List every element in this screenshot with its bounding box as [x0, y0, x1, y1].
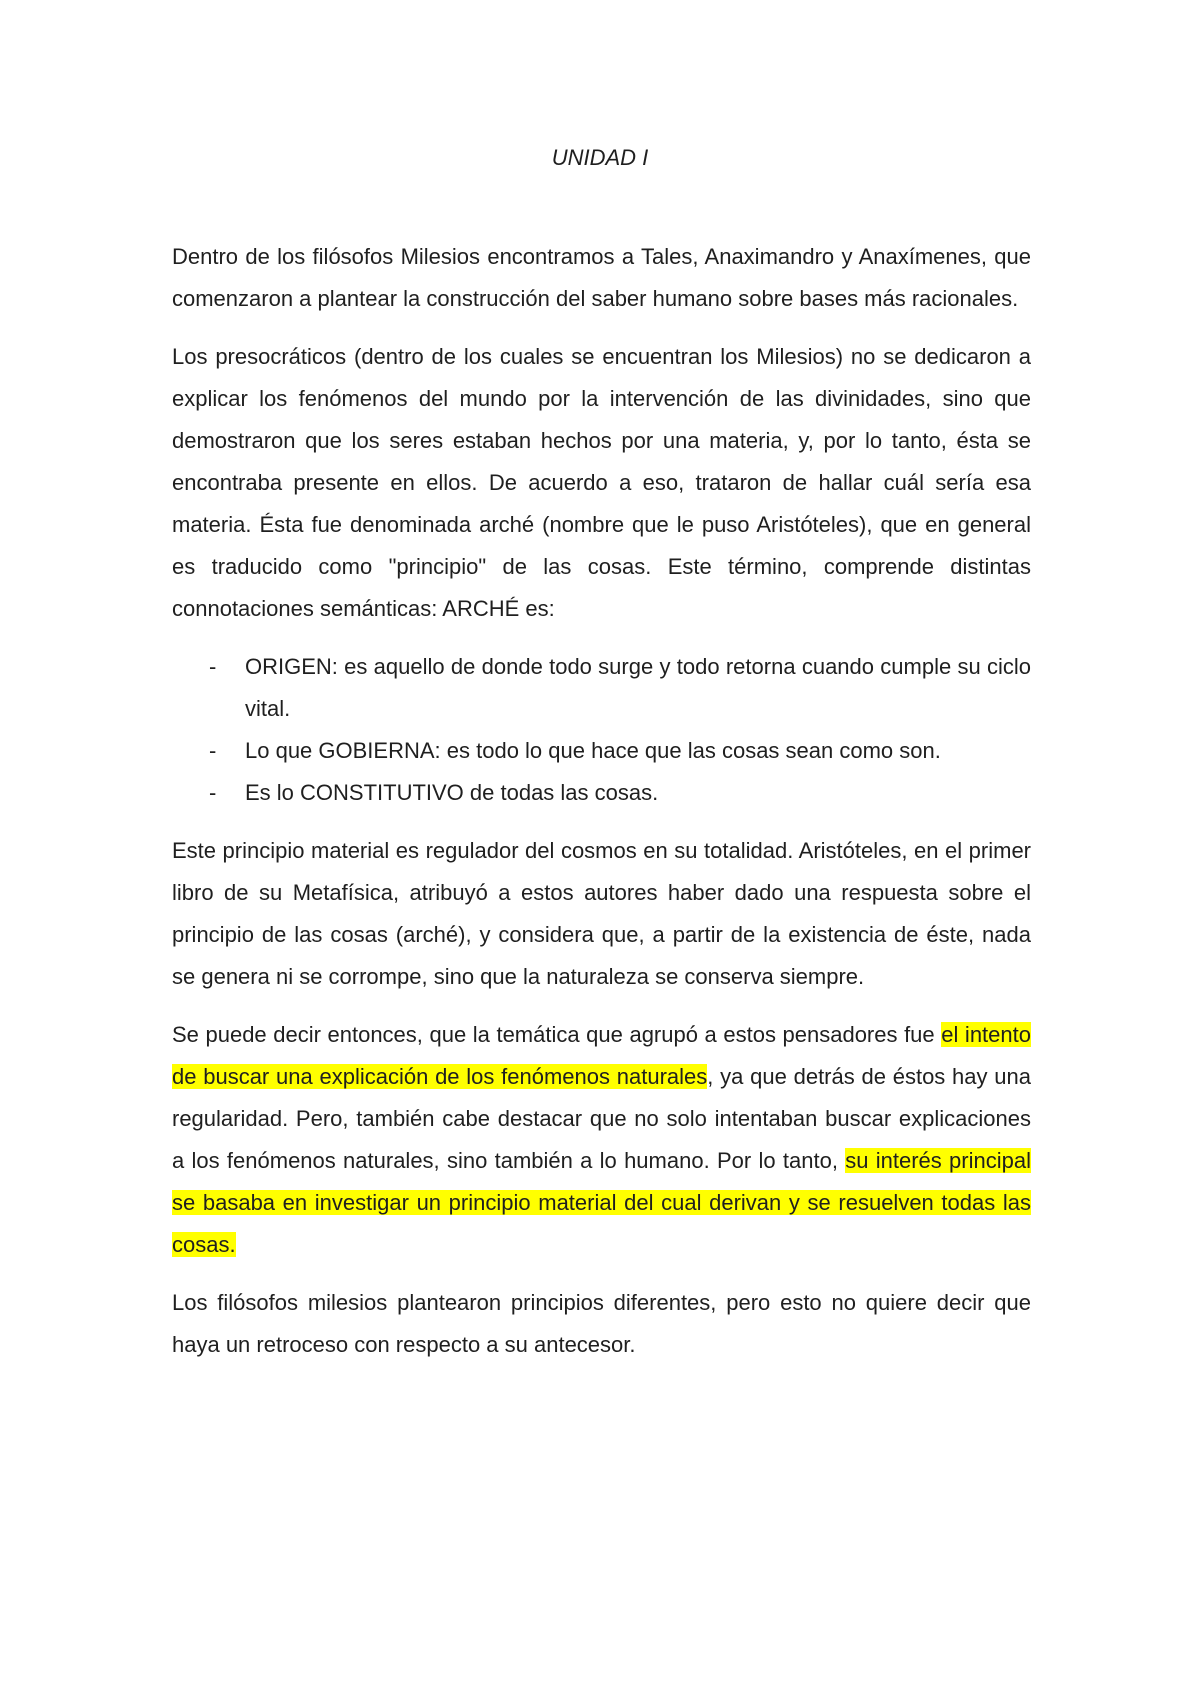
- highlighted-text-2: su interés principal se basaba en investigar un principio material del cual derivan y se resuelven todas las cosas.: [172, 1148, 1031, 1257]
- paragraph-4: [172, 1014, 1031, 1266]
- list-marker: -: [209, 738, 217, 763]
- paragraph-5: Los filósofos milesios plantearon principios diferentes, pero esto no quiere decir que haya un retroceso con respecto a su antecesor.: [172, 1290, 1031, 1357]
- list-marker: -: [209, 780, 217, 805]
- document-body: [172, 236, 1031, 1382]
- list-marker: -: [209, 654, 217, 679]
- list-item-text: ORIGEN: es aquello de donde todo surge y todo retorna cuando cumple su ciclo vital.: [245, 654, 1031, 721]
- list-item: [172, 772, 1031, 814]
- page-title: UNIDAD I: [551, 145, 649, 170]
- list-item: [172, 730, 1031, 772]
- paragraph-4-text-2: , ya que detrás de éstos hay una regularidad. Pero, también cabe destacar que no solo intentaban buscar explicaciones a los fenómenos naturales, sino también a lo humano. Por lo tanto,: [172, 1064, 1031, 1173]
- paragraph-3: Este principio material es regulador del cosmos en su totalidad. Aristóteles, en el primer libro de su Metafísica, atribuyó a estos autores haber dado una respuesta sobre el principio de las cosas (arché), y considera que, a partir de la existencia de éste, nada se genera ni se corrompe, sino que la naturaleza se conserva siempre.: [172, 838, 1031, 989]
- paragraph-4-text-1: Se puede decir entonces, que la temática que agrupó a estos pensadores fue: [172, 1022, 942, 1047]
- paragraph-2: Los presocráticos (dentro de los cuales se encuentran los Milesios) no se dedicaron a explicar los fenómenos del mundo por la intervención de las divinidades, sino que demostraron que los seres estaban hechos por una materia, y, por lo tanto, ésta se encontraba presente en ellos. De acuerdo a eso, trataron de hallar cuál sería esa materia. Ésta fue denominada arché (nombre que le puso Aristóteles), que en general es traducido como "principio" de las cosas. Este término, comprende distintas connotaciones semánticas: ARCHÉ es:: [172, 344, 1031, 621]
- list-item-text: Es lo CONSTITUTIVO de todas las cosas.: [245, 780, 659, 805]
- highlighted-text-1: el intento de buscar una explicación de los fenómenos naturales: [172, 1022, 1031, 1089]
- arche-list: [172, 646, 1031, 814]
- paragraph-1: Dentro de los filósofos Milesios encontramos a Tales, Anaximandro y Anaxímenes, que comenzaron a plantear la construcción del saber humano sobre bases más racionales.: [172, 244, 1031, 311]
- list-item: [172, 646, 1031, 730]
- list-item-text: Lo que GOBIERNA: es todo lo que hace que las cosas sean como son.: [245, 738, 941, 763]
